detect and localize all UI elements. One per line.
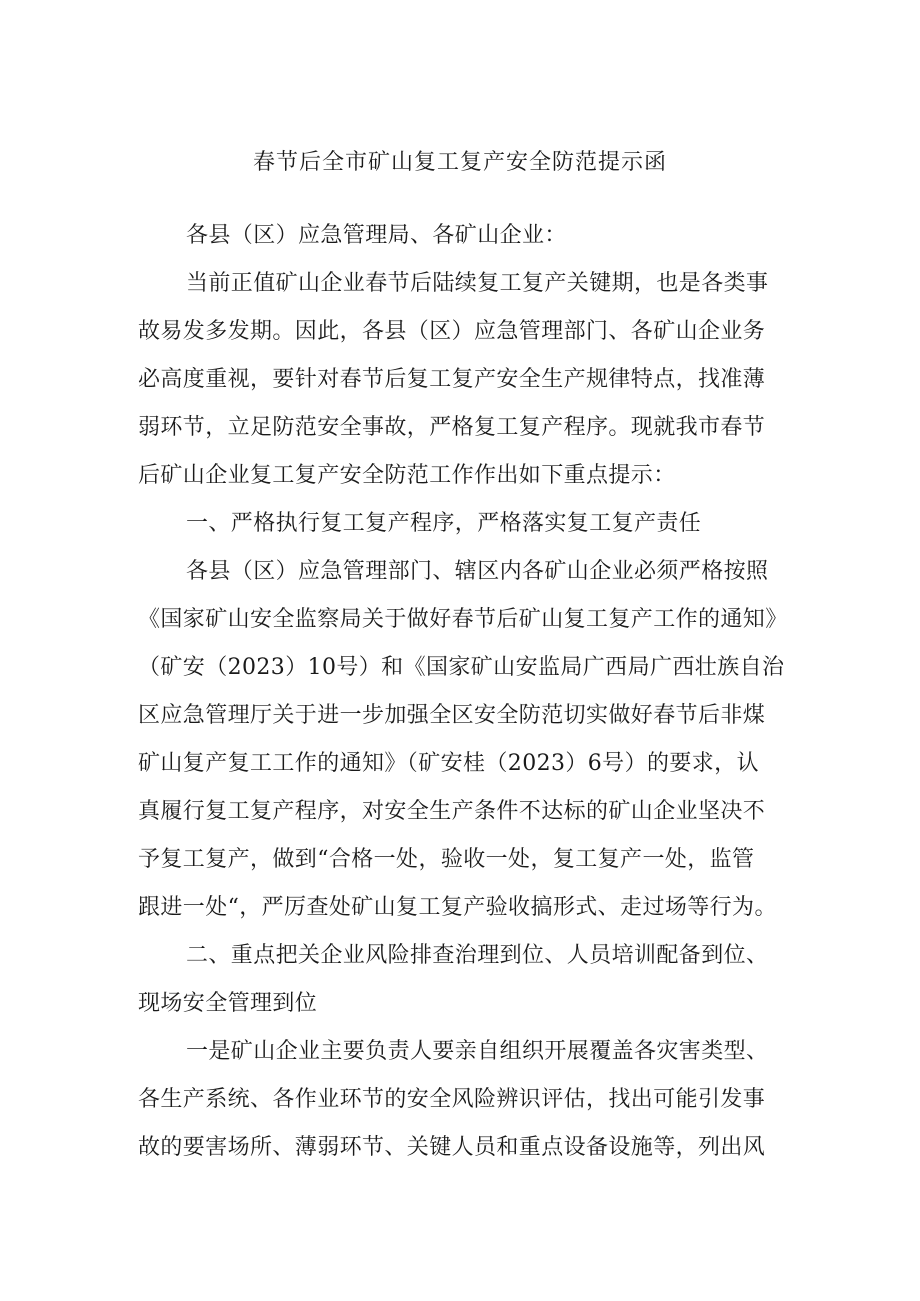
paragraph-line: 真履行复工复产程序，对安全生产条件不达标的矿山企业坚决不 (138, 799, 766, 824)
paragraph-line: 予复工复产，做到“合格一处，验收一处，复工复产一处，监管 (138, 847, 755, 872)
section-heading-1: 一、严格执行复工复产程序，严格落实复工复产责任 (186, 511, 702, 536)
paragraph-line: 区应急管理厅关于进一步加强全区安全防范切实做好春节后非煤 (138, 703, 766, 728)
paragraph-line: 一是矿山企业主要负责人要亲自组织开展覆盖各灾害类型、 (186, 1039, 769, 1064)
paragraph-line: （矿安（2023）10号）和《国家矿山安监局广西局广西壮族自治 (138, 655, 785, 680)
paragraph-line: 各县（区）应急管理部门、辖区内各矿山企业必须严格按照 (186, 559, 769, 584)
paragraph-line: 故易发多发期。因此，各县（区）应急管理部门、各矿山企业务 (138, 319, 766, 344)
salutation-line: 各县（区）应急管理局、各矿山企业： (186, 223, 567, 248)
paragraph-line: 故的要害场所、薄弱环节、关键人员和重点设备设施等，列出风 (138, 1135, 766, 1160)
section-heading-2-cont: 现场安全管理到位 (138, 991, 318, 1016)
paragraph-line: 弱环节，立足防范安全事故，严格复工复产程序。现就我市春节 (138, 415, 766, 440)
paragraph-line: 跟进一处“，严厉查处矿山复工复产验收搞形式、走过场等行为。 (138, 895, 777, 920)
paragraph-line: 《国家矿山安全监察局关于做好春节后矿山复工复产工作的通知》 (138, 607, 788, 632)
paragraph-line: 矿山复产复工工作的通知》（矿安桂（2023）6号）的要求，认 (138, 751, 759, 776)
paragraph-line: 后矿山企业复工复产安全防范工作作出如下重点提示： (138, 463, 676, 488)
section-heading-2: 二、重点把关企业风险排查治理到位、人员培训配备到位、 (186, 943, 769, 968)
paragraph-line: 当前正值矿山企业春节后陆续复工复产关键期，也是各类事 (186, 271, 769, 296)
paragraph-line: 各生产系统、各作业环节的安全风险辨识评估，找出可能引发事 (138, 1087, 766, 1112)
paragraph-line: 必高度重视，要针对春节后复工复产安全生产规律特点，找准薄 (138, 367, 766, 392)
document-title: 春节后全市矿山复工复产安全防范提示函 (252, 150, 667, 175)
